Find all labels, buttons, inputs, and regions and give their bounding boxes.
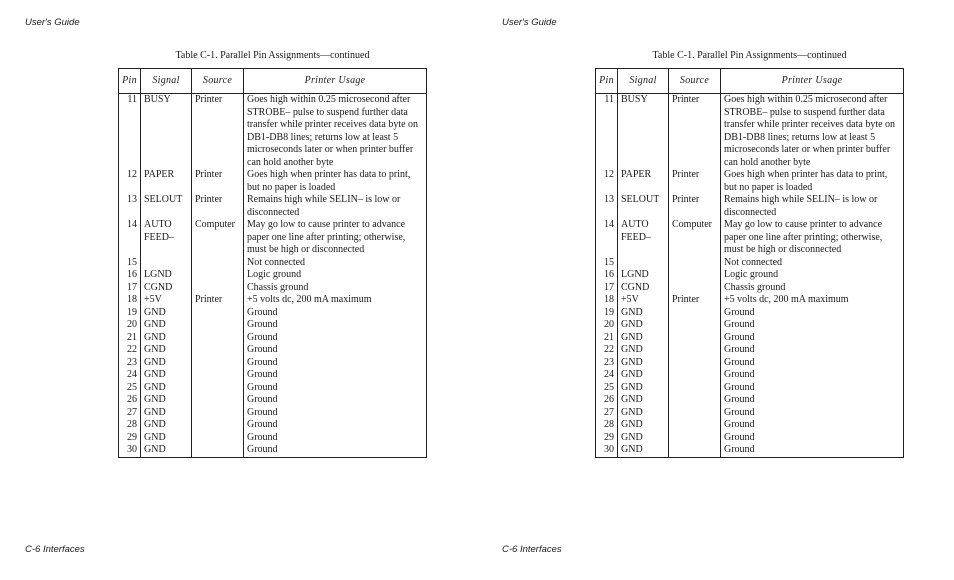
table-row (596, 94, 904, 170)
cell-pin: 28 (119, 419, 141, 432)
cell-usage: Ground (721, 307, 904, 320)
table-row (119, 219, 427, 257)
table-row (119, 407, 427, 420)
cell-signal: AUTO FEED– (141, 219, 192, 257)
cell-pin: 30 (119, 444, 141, 457)
cell-source (192, 394, 244, 407)
column-header-usage: Printer Usage (244, 69, 427, 94)
cell-usage: Not connected (721, 257, 904, 270)
table-row (596, 219, 904, 257)
cell-signal: LGND (618, 269, 669, 282)
column-header-source: Source (669, 69, 721, 94)
cell-signal: GND (141, 344, 192, 357)
table-row (119, 319, 427, 332)
cell-usage: +5 volts dc, 200 mA maximum (721, 294, 904, 307)
cell-source (669, 419, 721, 432)
cell-pin: 25 (596, 382, 618, 395)
column-header-pin: Pin (596, 69, 618, 94)
cell-usage: Ground (244, 369, 427, 382)
cell-source (669, 282, 721, 295)
cell-usage: Ground (244, 432, 427, 445)
cell-source (192, 319, 244, 332)
cell-signal: AUTO FEED– (618, 219, 669, 257)
table-row (596, 319, 904, 332)
cell-usage: May go low to cause printer to advance paper one line after printing; otherwise, must be high or disconnected (244, 219, 427, 257)
table-row (596, 344, 904, 357)
cell-pin: 29 (596, 432, 618, 445)
running-foot: C-6 Interfaces (25, 544, 85, 555)
cell-pin: 19 (596, 307, 618, 320)
table-row (119, 432, 427, 445)
cell-usage: Ground (244, 357, 427, 370)
cell-source (192, 344, 244, 357)
cell-signal: GND (141, 444, 192, 457)
table-row (596, 269, 904, 282)
table-row (596, 382, 904, 395)
cell-usage: Ground (721, 357, 904, 370)
cell-source (192, 269, 244, 282)
table-row (596, 419, 904, 432)
cell-source (192, 419, 244, 432)
cell-source (192, 382, 244, 395)
table-caption: Table C-1. Parallel Pin Assignments—continued (175, 50, 370, 61)
cell-usage: Ground (244, 382, 427, 395)
cell-pin: 27 (119, 407, 141, 420)
cell-usage: Ground (721, 319, 904, 332)
cell-source (669, 432, 721, 445)
table-row (596, 394, 904, 407)
cell-source (192, 407, 244, 420)
cell-pin: 27 (596, 407, 618, 420)
cell-source (192, 307, 244, 320)
cell-signal: GND (141, 382, 192, 395)
cell-signal: GND (141, 432, 192, 445)
cell-source (192, 332, 244, 345)
cell-usage: Ground (721, 382, 904, 395)
cell-pin: 23 (119, 357, 141, 370)
cell-usage: Ground (244, 419, 427, 432)
cell-pin: 18 (119, 294, 141, 307)
cell-pin: 16 (596, 269, 618, 282)
cell-source (669, 407, 721, 420)
cell-pin: 17 (119, 282, 141, 295)
cell-source (669, 394, 721, 407)
cell-usage: Goes high within 0.25 microsecond after STROBE– pulse to suspend further data transfer while printer receives data byte on DB1-DB8 lines; returns low at least 5 microseconds later or when printer buffer can hold another byte (244, 94, 427, 170)
column-header-signal: Signal (618, 69, 669, 94)
table-row (119, 169, 427, 194)
cell-pin: 14 (119, 219, 141, 257)
cell-usage: Ground (721, 407, 904, 420)
cell-signal: GND (141, 319, 192, 332)
cell-usage: Logic ground (244, 269, 427, 282)
cell-pin: 23 (596, 357, 618, 370)
cell-pin: 11 (596, 94, 618, 170)
cell-source (669, 344, 721, 357)
table-row (119, 194, 427, 219)
column-header-pin: Pin (119, 69, 141, 94)
cell-usage: +5 volts dc, 200 mA maximum (244, 294, 427, 307)
cell-pin: 30 (596, 444, 618, 457)
table-row (596, 282, 904, 295)
cell-usage: Ground (244, 344, 427, 357)
table-row (596, 407, 904, 420)
cell-signal: CGND (141, 282, 192, 295)
cell-pin: 22 (596, 344, 618, 357)
cell-source: Printer (192, 94, 244, 170)
table-row (119, 382, 427, 395)
table-row (596, 169, 904, 194)
cell-source (669, 382, 721, 395)
cell-source: Printer (669, 169, 721, 194)
cell-usage: Ground (244, 332, 427, 345)
cell-source (192, 257, 244, 270)
cell-source (669, 369, 721, 382)
cell-source (669, 444, 721, 457)
cell-usage: Ground (721, 444, 904, 457)
cell-usage: Goes high within 0.25 microsecond after STROBE– pulse to suspend further data transfer while printer receives data byte on DB1-DB8 lines; returns low at least 5 microseconds later or when printer buffer can hold another byte (721, 94, 904, 170)
cell-signal: GND (141, 357, 192, 370)
cell-pin: 14 (596, 219, 618, 257)
table-row (119, 332, 427, 345)
cell-signal: SELOUT (141, 194, 192, 219)
table-row (596, 332, 904, 345)
cell-usage: Logic ground (721, 269, 904, 282)
cell-signal (618, 257, 669, 270)
cell-source: Printer (192, 169, 244, 194)
cell-pin: 26 (119, 394, 141, 407)
cell-source: Printer (669, 194, 721, 219)
cell-usage: Chassis ground (244, 282, 427, 295)
cell-pin: 22 (119, 344, 141, 357)
table-row (596, 357, 904, 370)
cell-pin: 16 (119, 269, 141, 282)
cell-signal: LGND (141, 269, 192, 282)
table-row (119, 394, 427, 407)
cell-usage: Ground (244, 407, 427, 420)
cell-source (192, 432, 244, 445)
pin-assignment-table (118, 68, 427, 458)
table-row (596, 307, 904, 320)
cell-usage: Ground (244, 394, 427, 407)
cell-source (669, 257, 721, 270)
cell-signal: GND (618, 319, 669, 332)
cell-signal: BUSY (618, 94, 669, 170)
cell-signal: PAPER (141, 169, 192, 194)
column-header-usage: Printer Usage (721, 69, 904, 94)
cell-signal (141, 257, 192, 270)
cell-pin: 21 (596, 332, 618, 345)
cell-signal: GND (141, 369, 192, 382)
cell-usage: Ground (721, 332, 904, 345)
table-row (119, 294, 427, 307)
cell-usage: Ground (721, 432, 904, 445)
cell-pin: 28 (596, 419, 618, 432)
cell-signal: GND (141, 394, 192, 407)
cell-source (669, 269, 721, 282)
cell-pin: 11 (119, 94, 141, 170)
cell-signal: GND (618, 407, 669, 420)
cell-pin: 18 (596, 294, 618, 307)
table-row (119, 257, 427, 270)
table-row (119, 369, 427, 382)
cell-source (669, 319, 721, 332)
cell-usage: Ground (721, 419, 904, 432)
cell-pin: 13 (596, 194, 618, 219)
cell-usage: Ground (244, 319, 427, 332)
table-row (596, 194, 904, 219)
pin-assignment-table (595, 68, 904, 458)
cell-pin: 29 (119, 432, 141, 445)
cell-pin: 24 (596, 369, 618, 382)
cell-signal: BUSY (141, 94, 192, 170)
cell-signal: GND (618, 394, 669, 407)
cell-signal: GND (141, 407, 192, 420)
cell-usage: Chassis ground (721, 282, 904, 295)
cell-signal: GND (618, 444, 669, 457)
running-foot: C-6 Interfaces (502, 544, 562, 555)
cell-pin: 26 (596, 394, 618, 407)
cell-signal: GND (618, 357, 669, 370)
table-row (596, 444, 904, 457)
table-row (119, 344, 427, 357)
cell-signal: GND (141, 332, 192, 345)
table-row (119, 357, 427, 370)
cell-signal: CGND (618, 282, 669, 295)
cell-signal: GND (618, 307, 669, 320)
cell-usage: Remains high while SELIN– is low or disconnected (721, 194, 904, 219)
cell-usage: Ground (721, 394, 904, 407)
cell-usage: Ground (721, 369, 904, 382)
table-body (596, 94, 904, 458)
cell-usage: Ground (721, 344, 904, 357)
running-head: User's Guide (502, 17, 557, 28)
cell-pin: 13 (119, 194, 141, 219)
cell-source: Printer (669, 94, 721, 170)
table-body (119, 94, 427, 458)
cell-signal: PAPER (618, 169, 669, 194)
cell-signal: GND (618, 382, 669, 395)
table-row (119, 269, 427, 282)
table-row (119, 94, 427, 170)
cell-source (669, 357, 721, 370)
cell-source: Printer (669, 294, 721, 307)
running-head: User's Guide (25, 17, 80, 28)
table-caption: Table C-1. Parallel Pin Assignments—continued (652, 50, 847, 61)
cell-signal: +5V (618, 294, 669, 307)
cell-usage: Not connected (244, 257, 427, 270)
cell-pin: 15 (596, 257, 618, 270)
cell-source (192, 444, 244, 457)
cell-source: Printer (192, 294, 244, 307)
cell-source: Computer (192, 219, 244, 257)
cell-pin: 20 (596, 319, 618, 332)
cell-usage: Remains high while SELIN– is low or disconnected (244, 194, 427, 219)
cell-signal: GND (141, 307, 192, 320)
cell-source (192, 282, 244, 295)
cell-signal: GND (141, 419, 192, 432)
right-page (477, 0, 954, 580)
table-row (119, 307, 427, 320)
cell-pin: 20 (119, 319, 141, 332)
cell-source: Printer (192, 194, 244, 219)
cell-signal: GND (618, 332, 669, 345)
cell-pin: 21 (119, 332, 141, 345)
cell-usage: Ground (244, 444, 427, 457)
cell-signal: GND (618, 432, 669, 445)
cell-source (192, 357, 244, 370)
column-header-signal: Signal (141, 69, 192, 94)
table-row (119, 282, 427, 295)
cell-signal: GND (618, 344, 669, 357)
table-row (119, 444, 427, 457)
cell-pin: 15 (119, 257, 141, 270)
table-row (596, 257, 904, 270)
cell-pin: 12 (596, 169, 618, 194)
column-header-source: Source (192, 69, 244, 94)
cell-usage: Goes high when printer has data to print, but no paper is loaded (721, 169, 904, 194)
cell-pin: 25 (119, 382, 141, 395)
table-row (596, 294, 904, 307)
cell-usage: Goes high when printer has data to print, but no paper is loaded (244, 169, 427, 194)
cell-source (669, 332, 721, 345)
cell-usage: May go low to cause printer to advance paper one line after printing; otherwise, must be high or disconnected (721, 219, 904, 257)
cell-pin: 17 (596, 282, 618, 295)
cell-signal: +5V (141, 294, 192, 307)
cell-source (669, 307, 721, 320)
cell-source: Computer (669, 219, 721, 257)
cell-signal: SELOUT (618, 194, 669, 219)
cell-pin: 19 (119, 307, 141, 320)
cell-signal: GND (618, 369, 669, 382)
table-row (596, 432, 904, 445)
cell-source (192, 369, 244, 382)
table-row (119, 419, 427, 432)
cell-signal: GND (618, 419, 669, 432)
cell-pin: 12 (119, 169, 141, 194)
cell-pin: 24 (119, 369, 141, 382)
table-row (596, 369, 904, 382)
cell-usage: Ground (244, 307, 427, 320)
